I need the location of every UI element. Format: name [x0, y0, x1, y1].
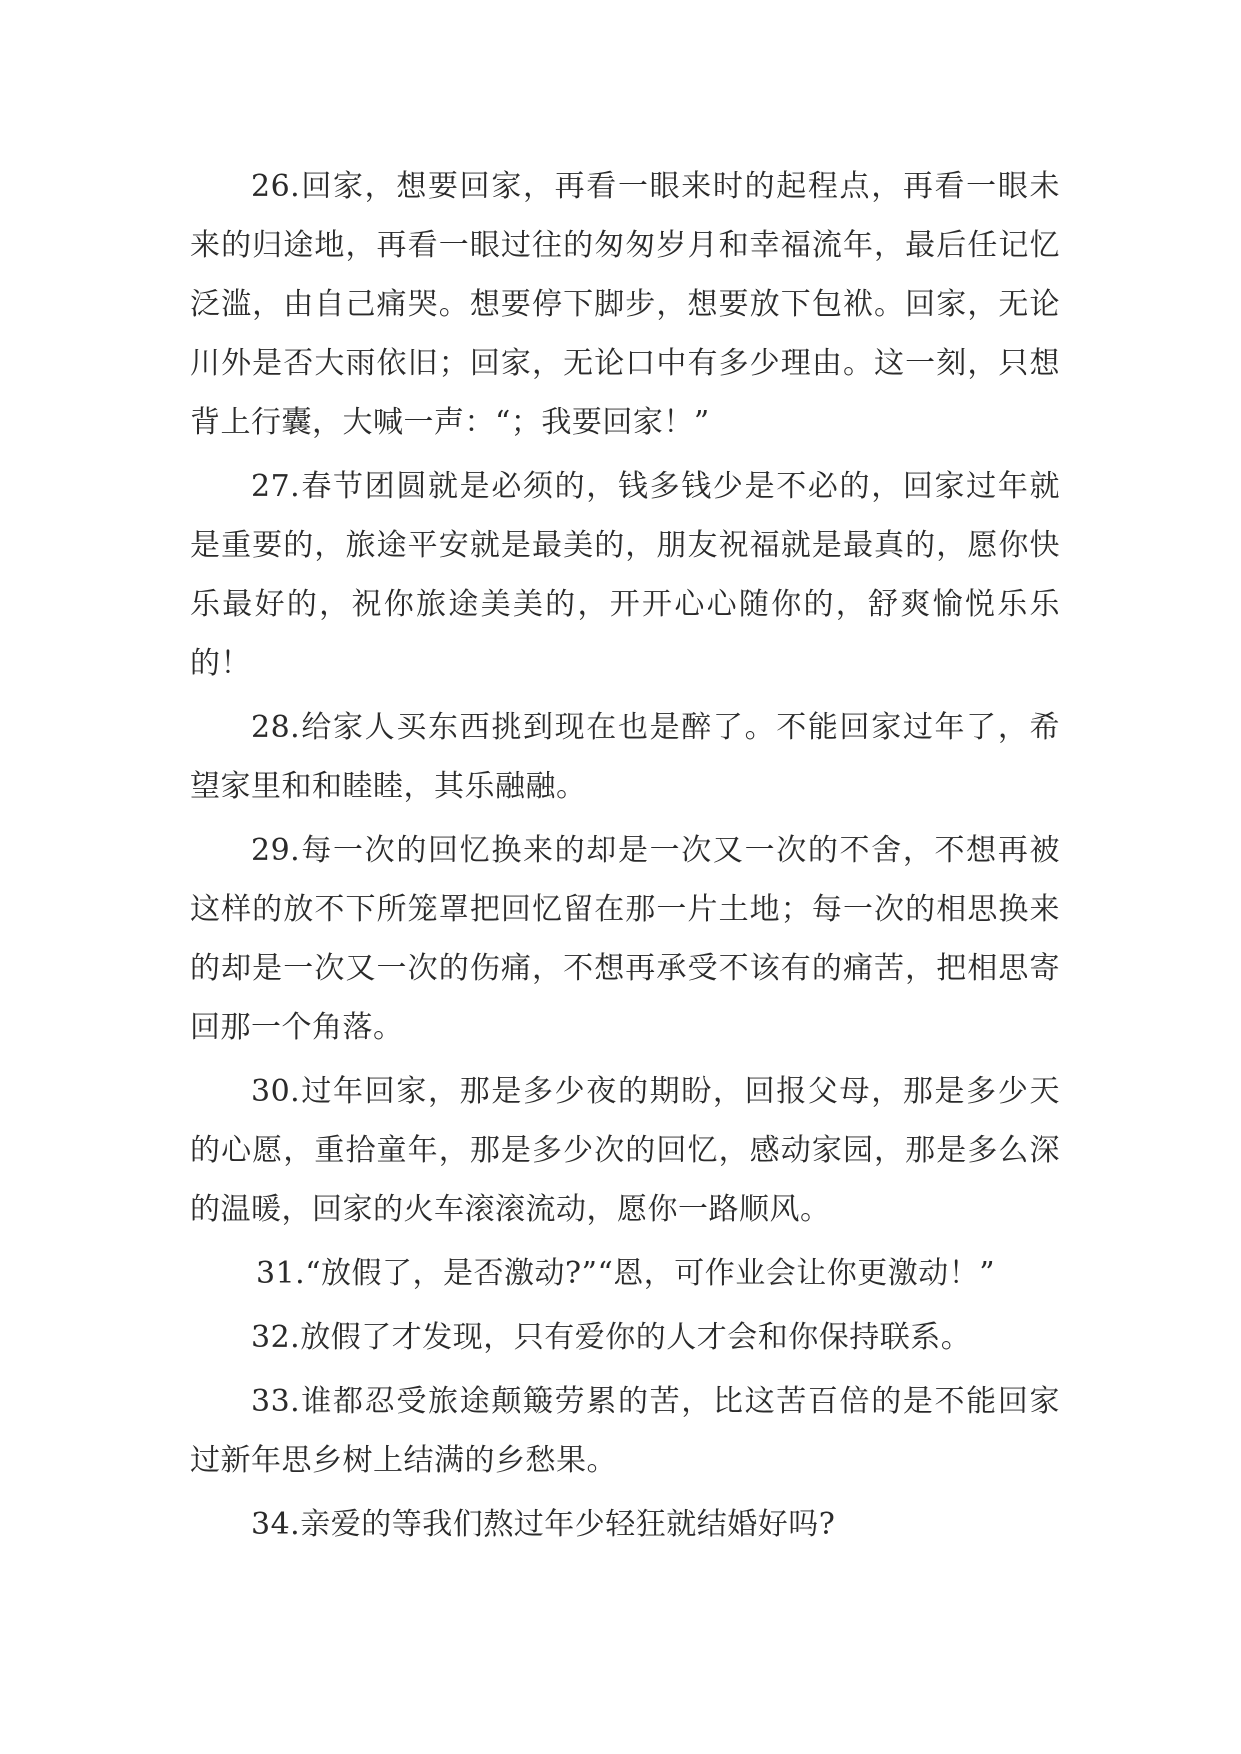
- paragraph-27: 27.春节团圆就是必须的，钱多钱少是不必的，回家过年就是重要的，旅途平安就是最美的，朋友祝福就是最真的，愿你快乐最好的，祝你旅途美美的，开开心心随你的，舒爽愉悦乐乐的！: [190, 469, 1060, 681]
- paragraph-29: 29.每一次的回忆换来的却是一次又一次的不舍，不想再被这样的放不下所笼罩把回忆留在那一片土地；每一次的相思换来的却是一次又一次的伤痛，不想再承受不该有的痛苦，把相思寄回那一个角落。: [190, 833, 1060, 1045]
- paragraph-33: 33.谁都忍受旅途颠簸劳累的苦，比这苦百倍的是不能回家过新年思乡树上结满的乡愁果。: [190, 1384, 1060, 1478]
- paragraph-31: 31.“放假了，是否激动?”“恩，可作业会让你更激动！”: [256, 1256, 996, 1291]
- document-body: [190, 157, 1060, 1559]
- paragraph-26: 26.回家，想要回家，再看一眼来时的起程点，再看一眼未来的归途地，再看一眼过往的匆匆岁月和幸福流年，最后任记忆泛滥，由自己痛哭。想要停下脚步，想要放下包袱。回家，无论川外是否大雨依旧；回家，无论口中有多少理由。这一刻，只想背上行囊，大喊一声：“；我要回家！”: [190, 169, 1060, 440]
- paragraph-28: 28.给家人买东西挑到现在也是醉了。不能回家过年了，希望家里和和睦睦，其乐融融。: [190, 710, 1060, 804]
- paragraph-34: 34.亲爱的等我们熬过年少轻狂就结婚好吗?: [251, 1507, 836, 1542]
- paragraph-32: 32.放假了才发现，只有爱你的人才会和你保持联系。: [251, 1320, 972, 1355]
- paragraph-30: 30.过年回家，那是多少夜的期盼，回报父母，那是多少天的心愿，重拾童年，那是多少次的回忆，感动家园，那是多么深的温暖，回家的火车滚滚流动，愿你一路顺风。: [190, 1074, 1060, 1227]
